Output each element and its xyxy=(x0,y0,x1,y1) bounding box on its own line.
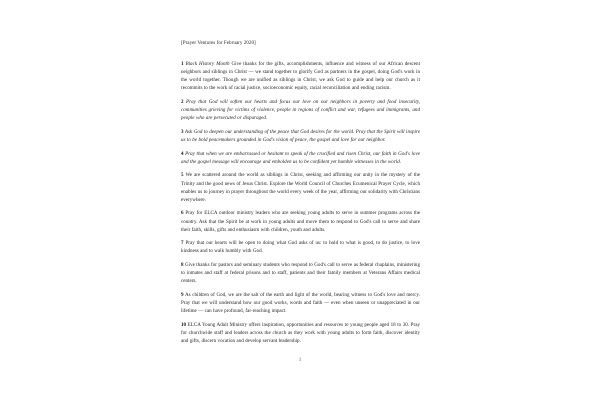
entry-number: 6 xyxy=(181,210,184,217)
entry-text: Pray that our hearts will be open to doing what God asks of us: to hold to what is good, to do justice, to love kindness and to walk humbly with God. xyxy=(181,240,420,255)
prayer-entry xyxy=(181,128,420,144)
entry-text: Pray for ELCA outdoor ministry leaders who are seeking young adults to serve in summer programs across the country. Ask that the Spirit be at work in young adults and move them to respond to God's call to serve and share their faith, skills, gifts and enthusiasm with children, youth and adults. xyxy=(181,210,420,233)
prayer-entry xyxy=(181,60,420,93)
entry-number: 7 xyxy=(181,240,184,247)
entry-number: 10 xyxy=(181,321,187,328)
entry-number: 2 xyxy=(181,98,184,105)
entry-number: 3 xyxy=(181,128,184,135)
entry-text: As children of God, we are the salt of the earth and light of the world, bearing witness to God's love and mercy. Pray that we will understand how our good works, words and faith — even when unseen or unappreciated in our lifetime — can have profound, far-reaching impact. xyxy=(181,291,420,315)
entry-text: ELCA Young Adult Ministry offers inspiration, opportunities and resources to young people aged 18 to 30. Pray for churchwide staff and leaders across the church as they work with young adults to form faith, discover identity and gifts, discern vocation and develop servant leadership. xyxy=(181,321,420,345)
entry-number: 9 xyxy=(181,291,184,298)
entry-text: Ask God to deepen our understanding of the peace that God desires for the world. Pray that the Spirit will inspire us to be bold peacemakers grounded in God's vision of peace, the gospel and love for our neighbor. xyxy=(181,128,420,144)
prayer-entry xyxy=(181,239,420,255)
prayer-entry xyxy=(181,321,420,346)
prayer-entry xyxy=(181,150,420,166)
entry-number: 5 xyxy=(181,172,184,179)
entry-italic-lead: Black History Month xyxy=(185,60,230,67)
entry-number: 4 xyxy=(181,150,184,157)
prayer-entry xyxy=(181,291,420,316)
entry-text: Pray that when we are embarrassed or hesitant to speak of the crucified and risen Christ, our faith in God's love and the gospel message will encourage and embolden us to be confident yet humble witnesses in the world. xyxy=(181,150,420,165)
entry-text: Give thanks for pastors and seminary students who respond to God's call to serve as federal chaplains, ministering to inmates and staff at federal prisons and to staff, patients and their family members at Veterans Affairs medical centers. xyxy=(181,262,420,285)
entry-text: We are scattered around the world as siblings in Christ, seeking and affirming our unity in the mystery of the Trinity and the good news of Jesus Christ. Explore the World Council of Churches Ecumenical Prayer Cycle, which enables us to journey in prayer throughout the world every week of the year, affirming our solidarity with Christians everywhere. xyxy=(181,172,420,203)
prayer-entry xyxy=(181,98,420,123)
entry-text: Pray that God will soften our hearts and focus our love on our neighbors in poverty and food insecurity, communities grieving for victims of violence, people in regions of conflict and war, refugees and immigrants, and people who are persecuted or disparaged. xyxy=(181,98,420,122)
prayer-entry xyxy=(181,171,420,204)
prayer-entry xyxy=(181,209,420,234)
entry-number: 8 xyxy=(181,262,184,269)
prayer-entry xyxy=(181,261,420,286)
entry-text: Give thanks for the gifts, accomplishments, influence and witness of our African descent neighbors and siblings in Christ — we stand together to glorify God as partners in the gospel, doing God's work in the world together. Though we are unified as siblings in Christ, we ask God to guide and help our church as it recommits to the work of racial justice, socioeconomic equity, racial reconciliation and ending racism. xyxy=(181,60,421,92)
entry-number: 1 xyxy=(181,60,184,67)
document-header: [Prayer Ventures for February 2020] xyxy=(181,40,256,46)
document-body xyxy=(181,40,420,351)
page-number: 1 xyxy=(298,357,302,363)
